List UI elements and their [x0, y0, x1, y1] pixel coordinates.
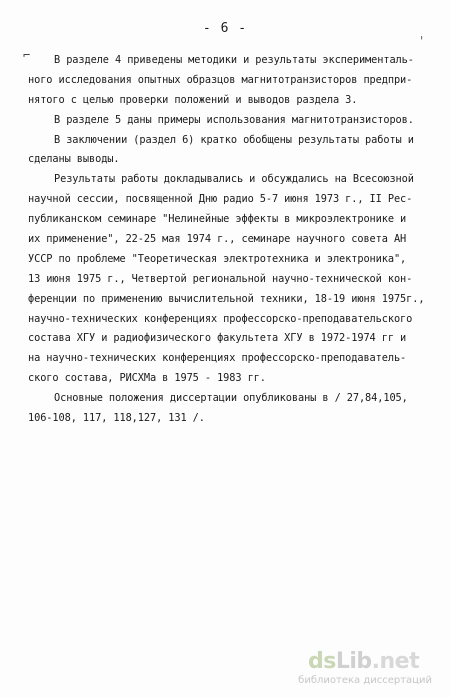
text-line: 106-108, 117, 118,127, 131 /.	[28, 412, 205, 425]
margin-tick-mark: '	[418, 34, 426, 48]
text-line: В разделе 4 приведены методики и результаты эксперименталь-	[54, 54, 414, 66]
text-line: Результаты работы докладывались и обсуждались на Всесоюзной	[54, 173, 414, 186]
text-line: В разделе 5 даны примеры использования магнитотранзисторов.	[54, 113, 414, 126]
watermark-logo: dsLib.net	[308, 649, 420, 674]
page-number: - 6 -	[202, 21, 248, 36]
text-line: 13 июня 1975 г., Четвертой региональной научно-технической кон-	[28, 272, 413, 285]
text-line: УССР по проблеме "Теоретическая электротехника и электроника",	[28, 252, 407, 265]
text-line: научно-технических конференциях профессорско-преподавательского	[28, 312, 413, 325]
text-line: Основные положения диссертации опубликованы в / 27,84,105,	[54, 392, 408, 405]
watermark-caption: библиотека диссертаций	[298, 675, 432, 686]
text-line: ского состава, РИСХМа в 1975 - 1983 гг.	[28, 372, 266, 385]
site-watermark	[298, 649, 436, 689]
text-line: сделаны выводы.	[28, 153, 120, 166]
text-line: В заключении (раздел 6) кратко обобщены результаты работы и	[54, 133, 414, 146]
text-line: их применение", 22-25 мая 1974 г., семинаре научного совета АН	[28, 233, 407, 246]
text-line: научной сессии, посвященной Дню радио 5-7 июня 1973 г., II Рес-	[28, 193, 413, 206]
text-line: нятого с целью проверки положений и выводов раздела 3.	[28, 93, 358, 106]
text-line: публиканском семинаре "Нелинейные эффекты в микроэлектронике и	[28, 213, 407, 226]
body-text	[28, 51, 425, 429]
text-line: состава ХГУ и радиофизического факультета ХГУ в 1972-1974 гг и	[28, 332, 407, 345]
text-line: на научно-технических конференциях профессорско-преподаватель-	[28, 352, 407, 365]
corner-bracket-mark: ⌐	[23, 48, 31, 62]
text-line: ференции по применению вычислительной техники, 18-19 июня 1975г.,	[28, 292, 425, 305]
text-line: ного исследования опытных образцов магнитотранзисторов предпри-	[28, 73, 413, 86]
